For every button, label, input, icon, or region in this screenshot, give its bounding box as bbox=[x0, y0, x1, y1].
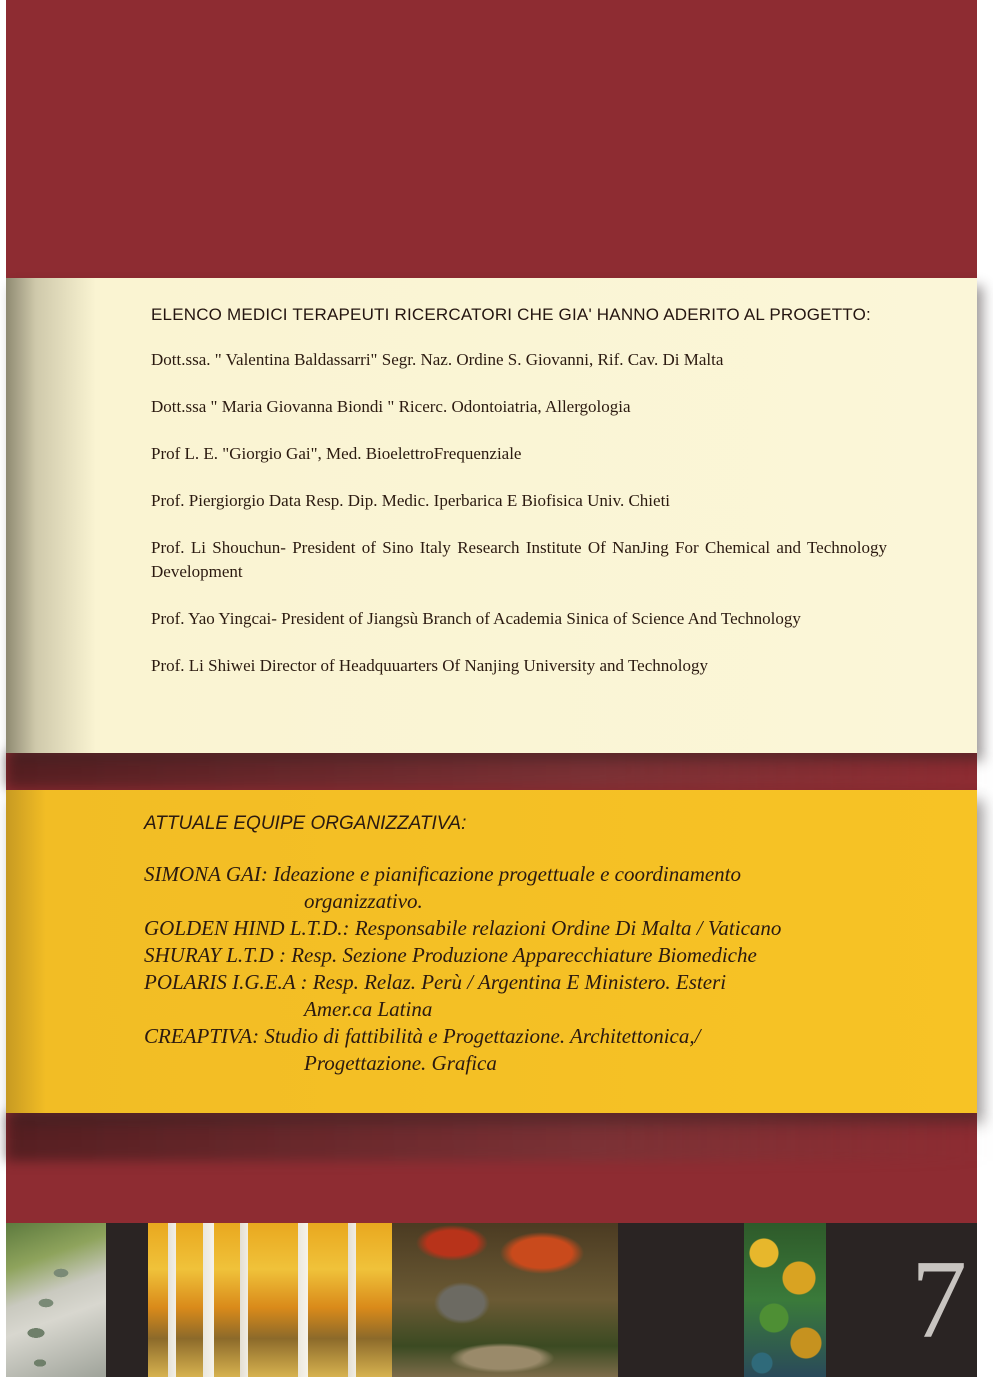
japanese-garden-photo bbox=[392, 1223, 618, 1377]
team-role-cont: Progettazione. Grafica bbox=[304, 1051, 497, 1075]
members-heading: ELENCO MEDICI TERAPEUTI RICERCATORI CHE GIA' HANNO ADERITO AL PROGETTO: bbox=[151, 305, 871, 324]
team-role-desc: Ideazione e pianificazione progettuale e coordinamento bbox=[273, 862, 742, 886]
team-role-cont: organizzativo. bbox=[304, 889, 423, 913]
team-role-desc: Resp. Sezione Produzione Apparecchiature Biomediche bbox=[291, 943, 757, 967]
team-role bbox=[144, 969, 888, 1023]
team-role-desc: Studio di fattibilità e Progettazione. Architettonica,/ bbox=[264, 1024, 701, 1048]
member-entry: Prof. Li Shouchun- President of Sino Italy Research Institute Of NanJing For Chemical and Technology Development bbox=[151, 538, 887, 581]
members-list bbox=[151, 304, 887, 701]
page-number: 7 bbox=[911, 1238, 967, 1362]
team-role-name: SIMONA GAI: bbox=[144, 862, 268, 886]
member-entry: Dott.ssa " Maria Giovanna Biondi " Ricerc. Odontoiatria, Allergologia bbox=[151, 397, 631, 416]
team-role-cont: Amer.ca Latina bbox=[304, 997, 433, 1021]
team-role bbox=[144, 915, 888, 942]
team-panel bbox=[6, 790, 977, 1113]
panel-shadow-bottom bbox=[6, 1113, 993, 1161]
team-role-name: SHURAY L.T.D : bbox=[144, 943, 286, 967]
zen-garden-photo bbox=[6, 1223, 106, 1377]
team-role bbox=[144, 942, 888, 969]
member-entry: Prof L. E. "Giorgio Gai", Med. BioelettroFrequenziale bbox=[151, 444, 522, 463]
member-entry: Dott.ssa. " Valentina Baldassarri" Segr. Naz. Ordine S. Giovanni, Rif. Cav. Di Malta bbox=[151, 350, 724, 369]
panel-shadow-top bbox=[6, 752, 993, 788]
team-role bbox=[144, 1023, 888, 1077]
autumn-leaves-photo bbox=[744, 1223, 826, 1377]
team-heading: ATTUALE EQUIPE ORGANIZZATIVA: bbox=[144, 813, 467, 834]
team-role bbox=[144, 861, 888, 915]
team-list bbox=[144, 810, 888, 1077]
member-entry: Prof. Li Shiwei Director of Headquuarters Of Nanjing University and Technology bbox=[151, 656, 708, 675]
team-role-name: GOLDEN HIND L.T.D.: bbox=[144, 916, 350, 940]
autumn-birch-forest-photo bbox=[148, 1223, 392, 1377]
team-role-name: POLARIS I.G.E.A : bbox=[144, 970, 308, 994]
member-entry: Prof. Yao Yingcai- President of Jiangsù Branch of Academia Sinica of Science And Technology bbox=[151, 609, 801, 628]
team-role-desc: Resp. Relaz. Perù / Argentina E Ministero. Esteri bbox=[312, 970, 727, 994]
member-entry: Prof. Piergiorgio Data Resp. Dip. Medic. Iperbarica E Biofisica Univ. Chieti bbox=[151, 491, 671, 510]
photo-strip bbox=[6, 1223, 977, 1377]
team-role-name: CREAPTIVA: bbox=[144, 1024, 260, 1048]
members-panel bbox=[6, 278, 977, 753]
team-role-desc: Responsabile relazioni Ordine Di Malta / Vaticano bbox=[354, 916, 782, 940]
